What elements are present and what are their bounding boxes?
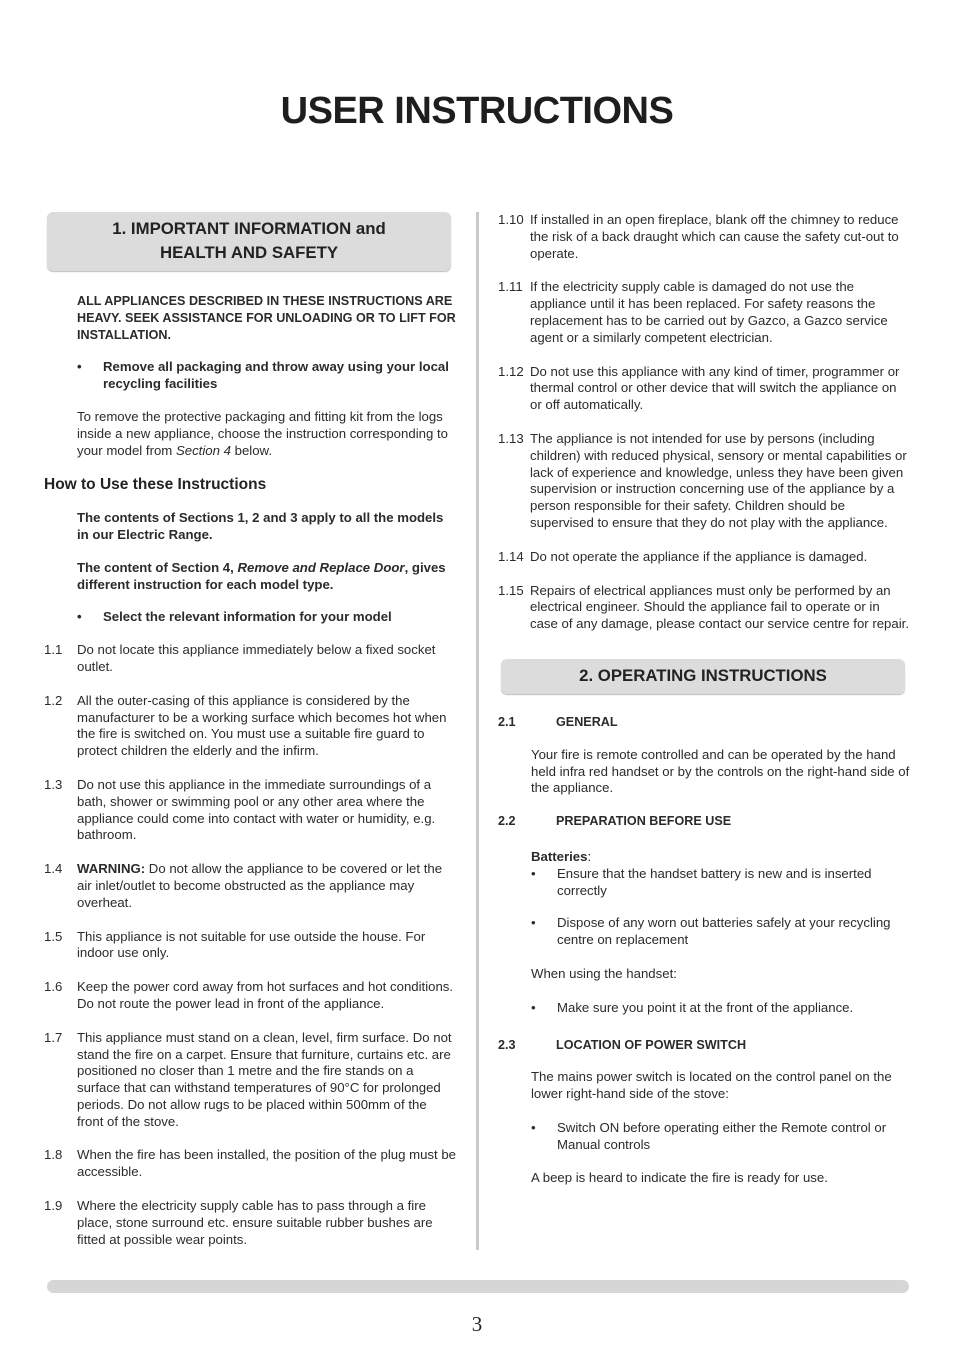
general-paragraph: Your fire is remote controlled and can be operated by the hand held infra red handset or by the controls on the right-hand side of the appliance.: [531, 746, 910, 796]
bullet-point-front-text: Make sure you point it at the front of the appliance.: [557, 999, 854, 1015]
section4-text-2: , gives different instruction for each model type.: [77, 559, 446, 592]
batteries-colon: :: [587, 848, 592, 864]
subsection-title: LOCATION OF POWER SWITCH: [556, 1037, 747, 1052]
bullet-switch-on: [498, 1120, 910, 1154]
item-1-12: [498, 364, 910, 414]
section-2-heading: 2. OPERATING INSTRUCTIONS: [501, 659, 905, 694]
warning-label: WARNING:: [77, 861, 146, 877]
bullet-dot: •: [531, 915, 536, 931]
item-text: Keep the power cord away from hot surfaces and hot conditions. Do not route the power lead in front of the appliance.: [77, 979, 454, 1011]
bullet-dot: •: [77, 359, 82, 375]
item-text: The appliance is not intended for use by persons (including children) with reduced physical, sensory or mental capabilities or lack of experience and knowledge, unless they have been given supervision or instruction concerning use of the appliance by a person responsible for their safety. Children should be supervised to ensure that they do not play with the appliance.: [530, 430, 907, 530]
item-number: 1.14: [498, 548, 524, 564]
item-text: This appliance is not suitable for use outside the house. For indoor use only.: [77, 928, 426, 961]
bullet-packaging-text: Remove all packaging and throw away using your local recycling facilities: [103, 359, 449, 392]
item-1-14: [498, 549, 910, 566]
item-text: All the outer-casing of this appliance is considered by the manufacturer to be a working surface which becomes hot when the fire is switched on. You must use a suitable fire guard to protect children the elderly and the infirm.: [77, 692, 447, 759]
item-text: If installed in an open fireplace, blank off the chimney to reduce the risk of a back draught which can cause the safety cut-out to operate.: [530, 212, 899, 261]
item-text: When the fire has been installed, the position of the plug must be accessible.: [77, 1147, 457, 1180]
item-number: 1.6: [44, 979, 63, 995]
bullet-dot: •: [531, 1119, 536, 1135]
item-text: Do not operate the appliance if the appliance is damaged.: [530, 548, 868, 564]
page-title: USER INSTRUCTIONS: [280, 90, 674, 132]
right-column: [498, 212, 910, 1187]
item-number: 1.8: [44, 1147, 63, 1163]
batteries-label: [498, 849, 910, 866]
subsection-2-1: [498, 714, 910, 731]
bullet-dot: •: [531, 865, 536, 881]
item-number: 1.10: [498, 212, 524, 227]
subsection-title: PREPARATION BEFORE USE: [556, 814, 732, 829]
item-number: 1.2: [44, 692, 63, 708]
item-1-15: [498, 583, 910, 633]
item-number: 1.11: [498, 279, 523, 295]
beep-paragraph: A beep is heard to indicate the fire is ready for use.: [531, 1170, 828, 1186]
section-1-heading: [47, 212, 451, 271]
handset-paragraph: When using the handset:: [531, 965, 677, 981]
item-1-11: [498, 279, 910, 346]
item-number: 1.5: [44, 928, 63, 944]
item-text: Repairs of electrical appliances must only be performed by an electrical engineer. Should the appliance fail to operate or in case of any damage, please contact our service centre for repair.: [530, 582, 909, 632]
how-to-heading: How to Use these Instructions: [44, 476, 267, 494]
remove-packaging-paragraph: [44, 409, 456, 459]
item-text: Where the electricity supply cable has to pass through a fire place, stone surround etc. ensure suitable rubber bushes are fitted at possible wear points.: [77, 1198, 433, 1247]
section4-text-title: Remove and Replace Door: [237, 559, 405, 575]
subsection-2-3: [498, 1037, 910, 1054]
remove-text-section-ref: Section 4: [175, 442, 231, 458]
section-1-heading-line2: HEALTH AND SAFETY: [159, 243, 339, 262]
page-number: 3: [471, 1312, 483, 1336]
item-text: Do not locate this appliance immediately below a fixed socket outlet.: [77, 642, 436, 674]
bullet-dot: •: [531, 999, 536, 1015]
item-1-1: [44, 642, 456, 676]
item-number: 1.12: [498, 363, 524, 379]
power-switch-paragraph: The mains power switch is located on the control panel on the lower right-hand side of the stove:: [531, 1069, 892, 1102]
bullet-battery-new: [498, 866, 910, 900]
bullet-battery-dispose: [498, 915, 910, 949]
item-number: 1.7: [44, 1029, 63, 1045]
subsection-number: 2.2: [498, 814, 516, 829]
bullet-dot: •: [77, 609, 82, 625]
item-number: 1.1: [44, 642, 63, 658]
left-column: [44, 212, 456, 1248]
bullet-switch-on-text: Switch ON before operating either the Remote control or Manual controls: [557, 1119, 887, 1152]
item-text: Do not use this appliance with any kind of timer, programmer or thermal control or other device that will switch the appliance on or off automatically.: [530, 363, 900, 413]
item-text: Do not use this appliance in the immediate surroundings of a bath, shower or swimming pool or any other area where the appliance could come into contact with water or humidity, e.g. bathroom.: [77, 776, 436, 843]
subsection-number: 2.1: [498, 714, 516, 729]
bullet-select-text: Select the relevant information for your model: [103, 609, 392, 625]
contents-paragraph: The contents of Sections 1, 2 and 3 apply to all the models in our Electric Range.: [77, 510, 444, 542]
item-1-3: [44, 777, 456, 844]
bullet-battery-dispose-text: Dispose of any worn out batteries safely at your recycling centre on replacement: [557, 915, 891, 948]
item-number: 1.4: [44, 861, 63, 877]
bullet-battery-new-text: Ensure that the handset battery is new and is inserted correctly: [557, 865, 872, 898]
item-1-5: [44, 929, 456, 963]
item-1-7: [44, 1030, 456, 1131]
item-number: 1.15: [498, 582, 524, 598]
item-1-9: [44, 1198, 456, 1248]
item-1-13: [498, 431, 910, 532]
remove-text-1: To remove the protective packaging and fitting kit from the logs inside a new appliance, choose the instruction corresponding to your model from: [77, 408, 448, 458]
item-number: 1.13: [498, 430, 524, 446]
subsection-number: 2.3: [498, 1037, 516, 1052]
section-1-heading-line1: 1. IMPORTANT INFORMATION and: [112, 219, 386, 238]
item-1-2: [44, 693, 456, 760]
warning-text: Do not allow the appliance to be covered or let the air inlet/outlet to become obstructed as the appliance may overheat.: [77, 861, 443, 910]
item-text: This appliance must stand on a clean, level, firm surface. Do not stand the fire on a carpet. Ensure that furniture, curtains etc. are positioned no closer than 1 metre and the fire stands on a surface that can withstand temperatures of 90°C for prolonged periods. Do not allow rugs to be placed within 500mm of the front of the stove.: [77, 1029, 452, 1129]
item-1-4: [44, 861, 456, 911]
batteries-label-text: Batteries: [531, 848, 588, 864]
item-number: 1.3: [44, 776, 63, 792]
bullet-select: [44, 609, 456, 626]
item-1-8: [44, 1147, 456, 1181]
subsection-2-2: [498, 813, 910, 830]
item-1-6: [44, 979, 456, 1013]
subsection-title: GENERAL: [556, 714, 618, 729]
remove-text-2: below.: [230, 442, 273, 458]
item-text: If the electricity supply cable is damaged do not use the appliance until it has been replaced. For safety reasons the replacement has to be carried out by Gazco, a Gazco service agent or a similarly competent electrician.: [530, 279, 888, 345]
column-divider: [476, 212, 479, 1250]
bullet-packaging: [44, 359, 456, 393]
item-1-10: [498, 212, 910, 262]
bullet-point-front: [498, 1000, 910, 1017]
heavy-warning: ALL APPLIANCES DESCRIBED IN THESE INSTRUCTIONS ARE HEAVY. SEEK ASSISTANCE FOR UNLOADING OR TO LIFT FOR INSTALLATION.: [77, 294, 456, 342]
footer-bar: [47, 1280, 909, 1293]
section4-paragraph: [44, 560, 456, 594]
item-text: [77, 861, 456, 911]
item-number: 1.9: [44, 1198, 63, 1214]
section4-text-1: The content of Section 4,: [77, 559, 238, 575]
